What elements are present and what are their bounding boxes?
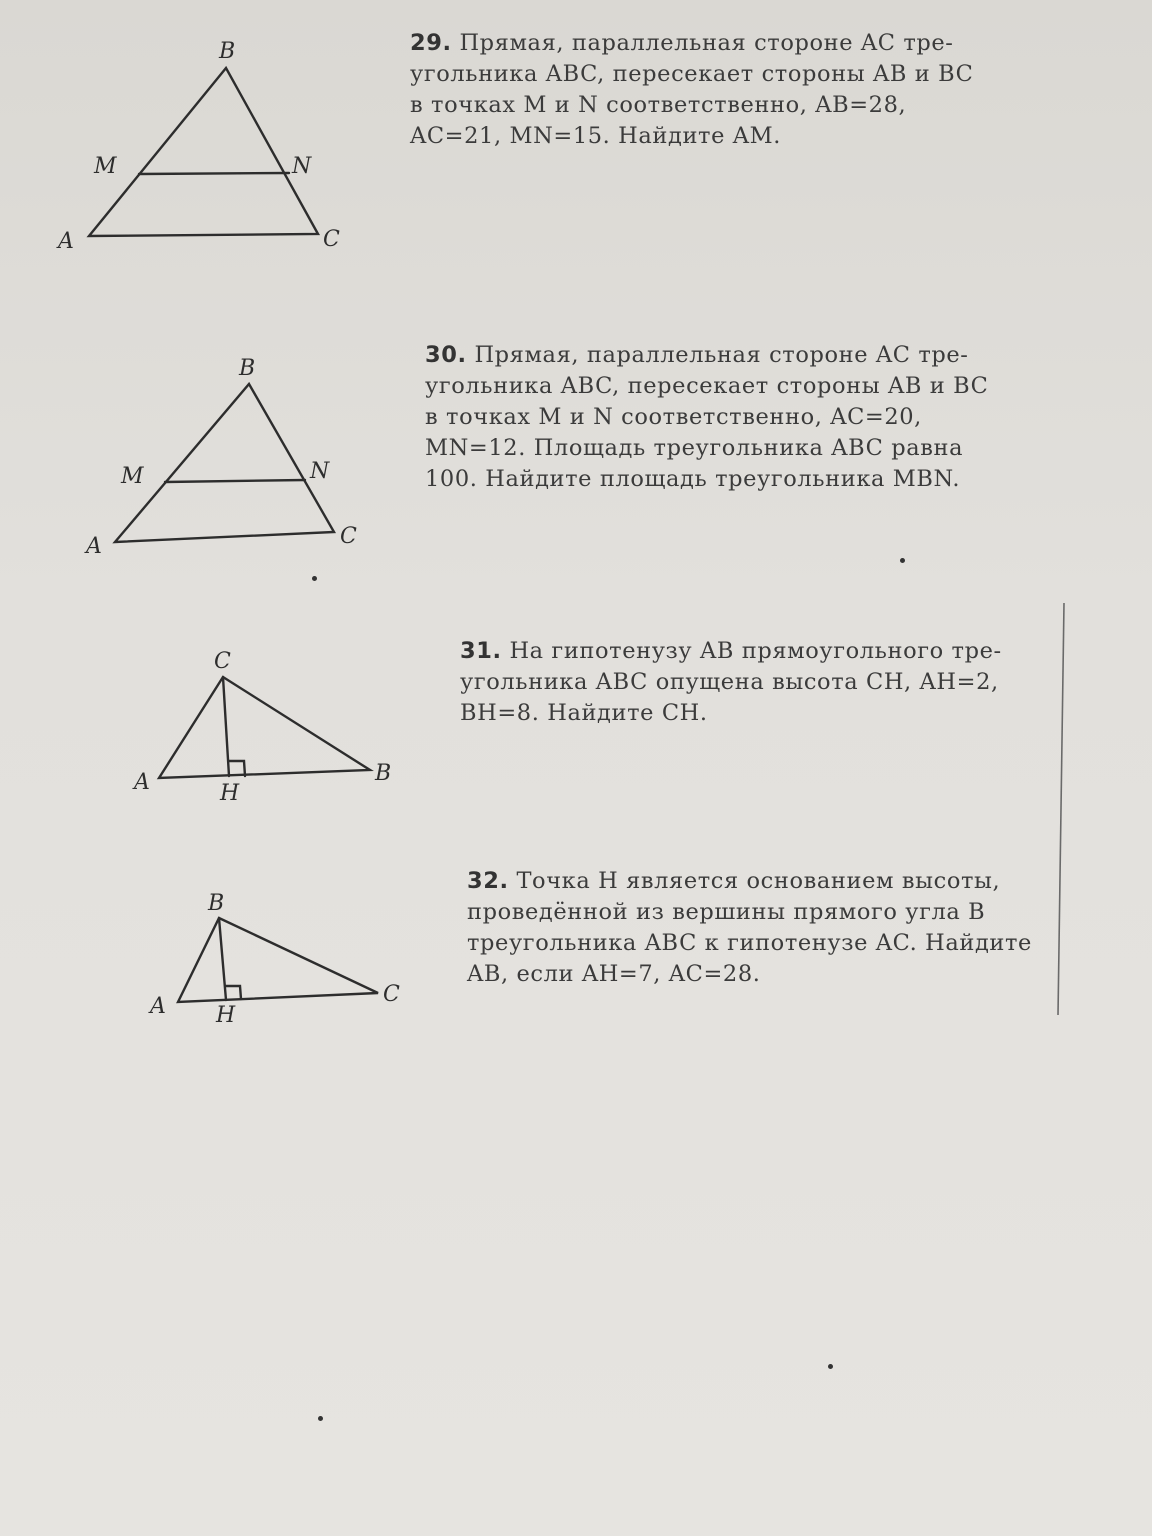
problem-text-line: угольника ABC, пересекает стороны AB и BC [425, 373, 989, 399]
label-b: B [239, 356, 256, 381]
problem-text-line: BH=8. Найдите CH. [460, 700, 708, 726]
altitude-bh [219, 918, 226, 1000]
speck [828, 1364, 833, 1369]
problem-number: 30. [425, 342, 467, 368]
label-m: M [94, 154, 117, 179]
pencil-margin-line [1040, 595, 1070, 1035]
problem-text-line: AC=21, MN=15. Найдите AM. [410, 123, 782, 149]
label-c: C [214, 649, 231, 674]
label-n: N [292, 154, 312, 179]
label-a: A [86, 534, 102, 559]
problem-number: 32. [467, 868, 509, 894]
problem-text-line: На гипотенузу AB прямоугольного тре- [509, 638, 1002, 664]
problem-text-line: Прямая, параллельная стороне AC тре- [459, 30, 954, 56]
right-angle-mark [226, 986, 241, 999]
problem-text-line: MN=12. Площадь треугольника ABC равна [425, 435, 964, 461]
problem-text-line: AB, если AH=7, AC=28. [467, 961, 761, 987]
speck [312, 576, 317, 581]
problem-number: 29. [410, 30, 452, 56]
label-c: C [383, 982, 400, 1007]
triangle-abc [178, 918, 378, 1002]
problem-text-line: в точках M и N соответственно, AB=28, [410, 92, 907, 118]
problem-29 [410, 28, 973, 152]
label-m: M [121, 464, 144, 489]
problem-30 [425, 340, 988, 495]
problem-text-line: Точка H является основанием высоты, [516, 868, 1001, 894]
label-c: C [323, 227, 340, 252]
label-b: B [219, 39, 236, 64]
figure-32-right-triangle [0, 0, 420, 1040]
speck [900, 558, 905, 563]
problem-text-line: Прямая, параллельная стороне AC тре- [474, 342, 969, 368]
label-n: N [310, 459, 330, 484]
label-a: A [134, 770, 150, 795]
problem-text-line: угольника ABC опущена высота CH, AH=2, [460, 669, 999, 695]
problem-text-line: угольника ABC, пересекает стороны AB и BC [410, 61, 974, 87]
problem-text-line: 100. Найдите площадь треугольника MBN. [425, 466, 961, 492]
label-c: C [340, 524, 357, 549]
label-a: A [150, 994, 166, 1019]
problem-text-line: треугольника ABC к гипотенузе AC. Найдите [467, 930, 1032, 956]
problem-text-line: проведённой из вершины прямого угла B [467, 899, 986, 925]
label-b: B [375, 761, 392, 786]
speck [318, 1416, 323, 1421]
problem-32 [467, 866, 1032, 990]
label-b: B [208, 891, 225, 916]
problem-31 [460, 636, 1002, 729]
problem-number: 31. [460, 638, 502, 664]
label-h: H [216, 1003, 236, 1028]
problem-text-line: в точках M и N соответственно, AC=20, [425, 404, 922, 430]
label-h: H [220, 781, 240, 806]
label-a: A [58, 229, 74, 254]
